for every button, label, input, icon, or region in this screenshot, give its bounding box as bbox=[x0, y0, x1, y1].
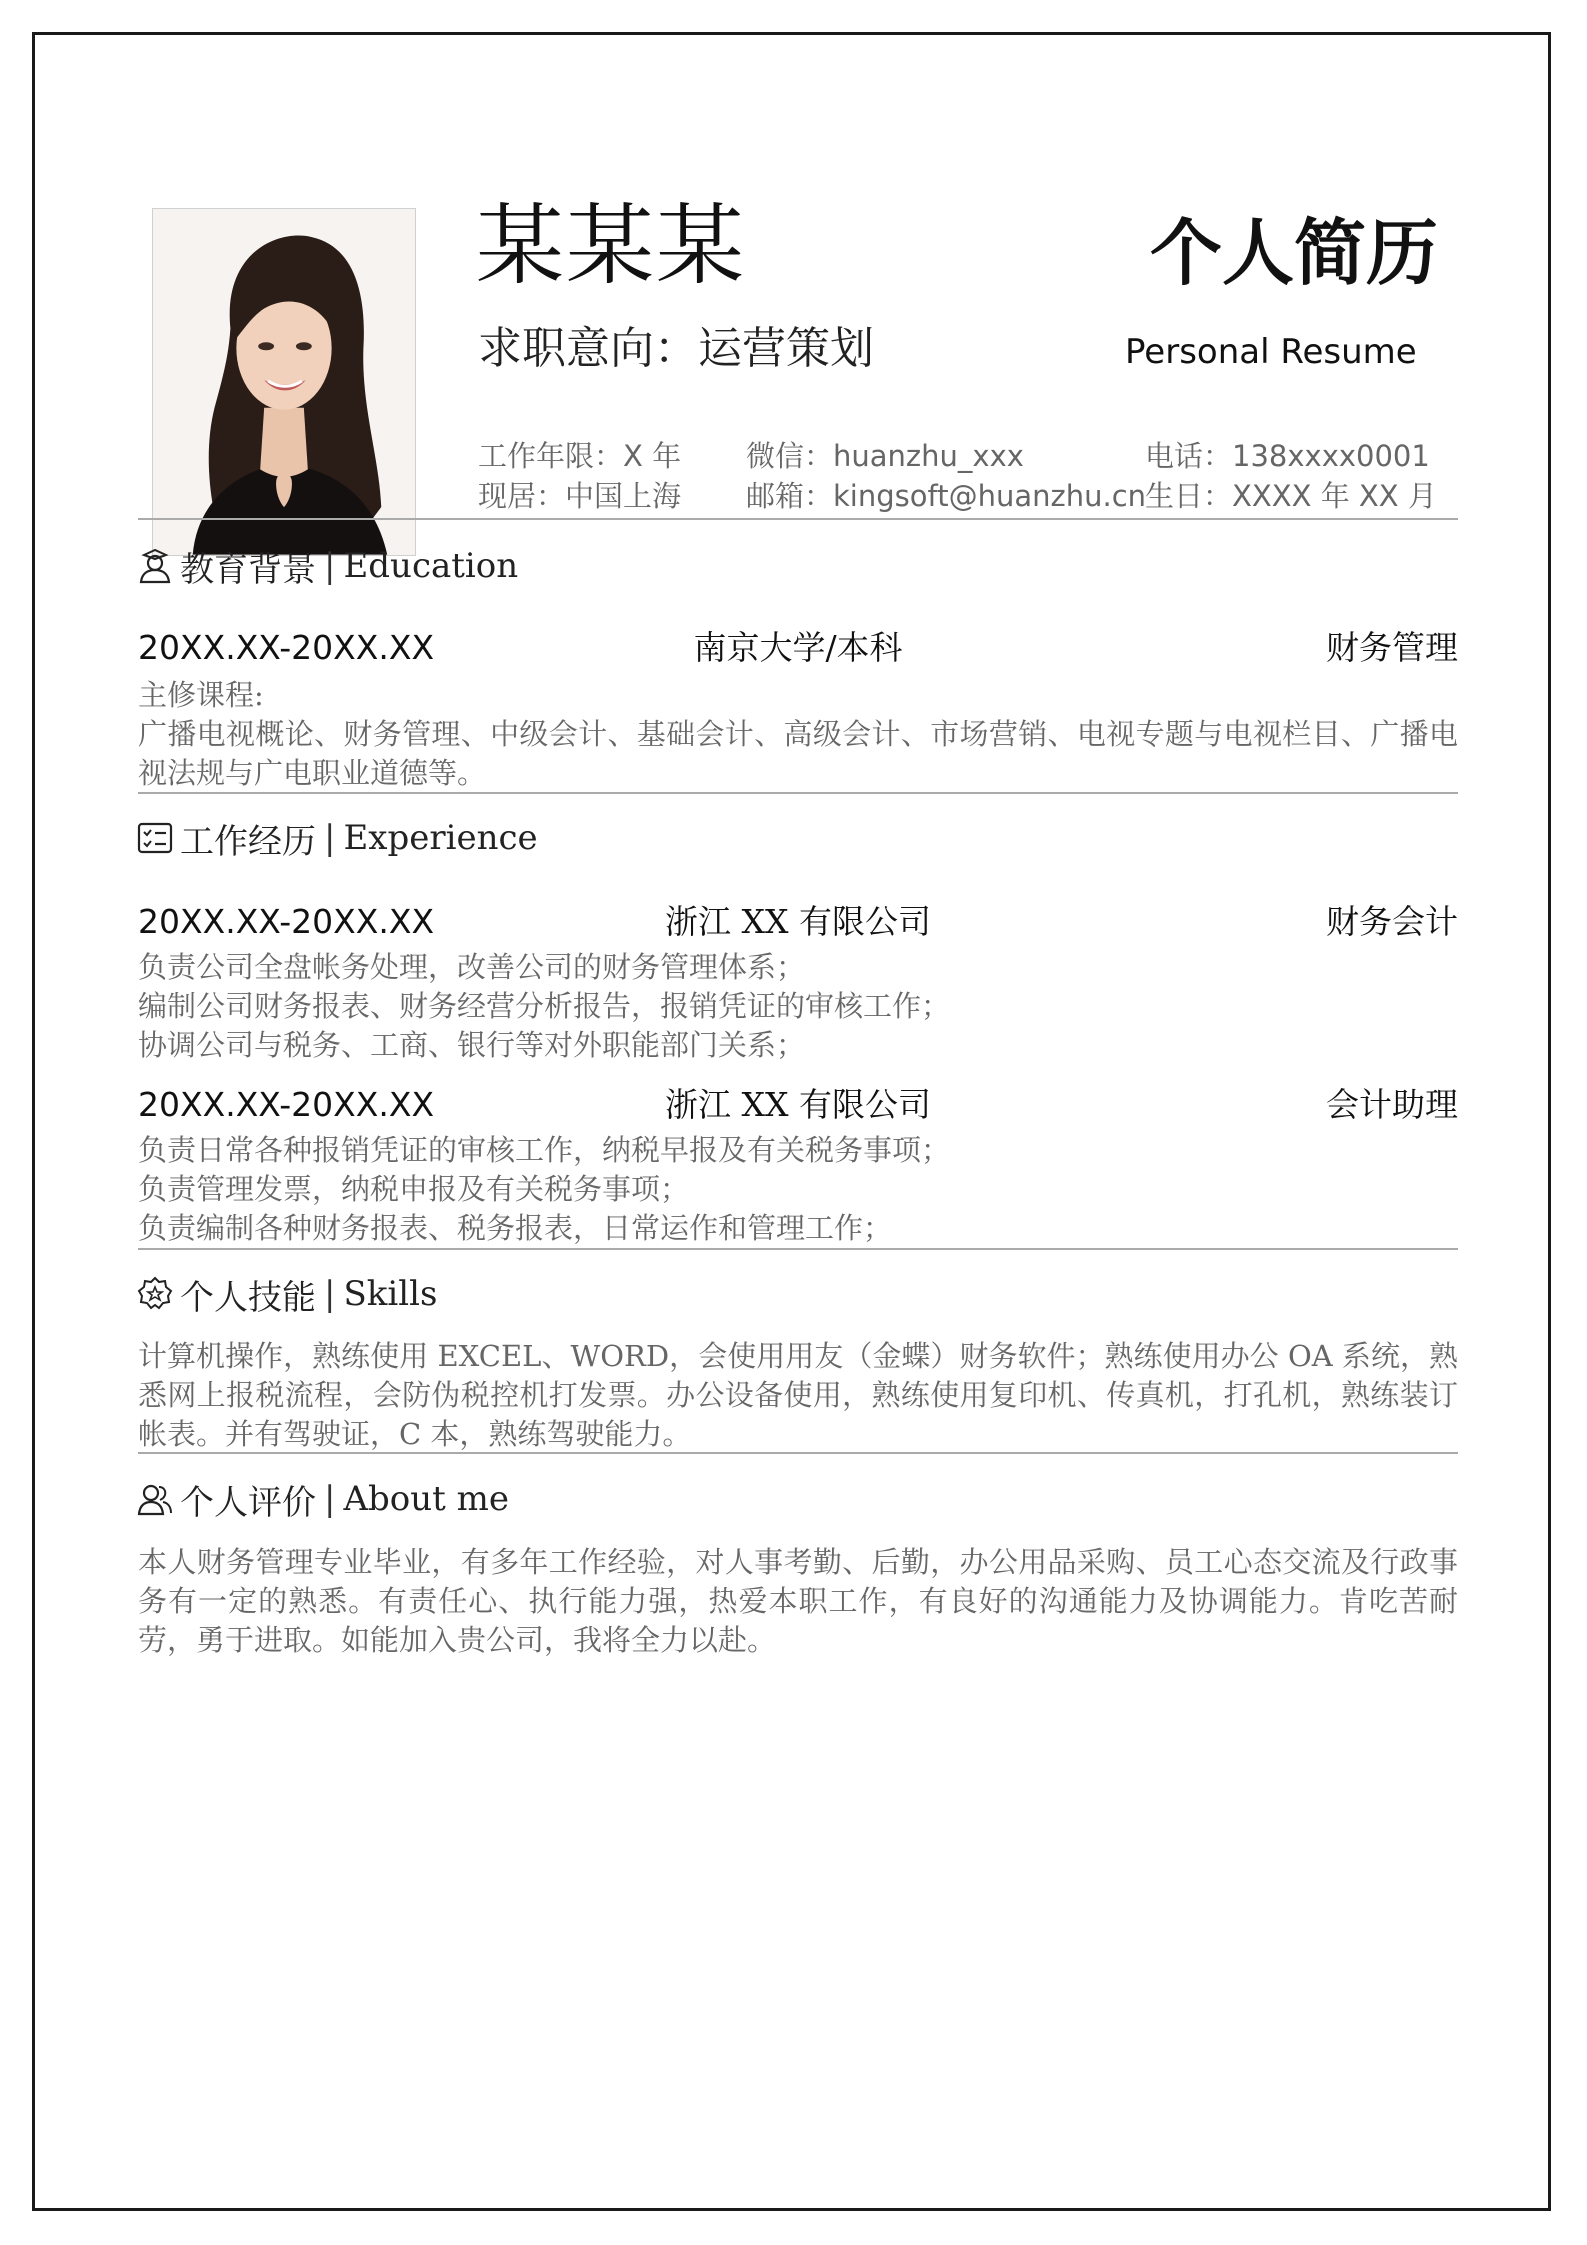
job-intent-label: 求职意向： bbox=[478, 323, 698, 374]
job-intent-value: 运营策划 bbox=[698, 323, 874, 374]
resume-title-en: Personal Resume bbox=[1125, 332, 1417, 372]
info-label: 工作年限： bbox=[478, 439, 624, 473]
divider bbox=[138, 792, 1458, 794]
info-work-years bbox=[478, 438, 681, 474]
section-title-en: Education bbox=[343, 546, 519, 586]
job-position: 财务会计 bbox=[1326, 902, 1458, 941]
info-label: 邮箱： bbox=[746, 479, 834, 513]
duty-line: 编制公司财务报表、财务经营分析报告，报销凭证的审核工作； bbox=[138, 989, 951, 1023]
section-heading-skills bbox=[136, 1270, 437, 1318]
info-value: huanzhu_xxx bbox=[833, 439, 1024, 473]
job-company: 浙江 XX 有限公司 bbox=[665, 1085, 931, 1124]
info-value: XXXX 年 XX 月 bbox=[1232, 479, 1437, 513]
duty-line: 负责日常各种报销凭证的审核工作，纳税早报及有关税务事项； bbox=[138, 1133, 951, 1167]
section-heading-about bbox=[136, 1475, 509, 1523]
info-residence bbox=[478, 478, 681, 514]
info-label: 电话： bbox=[1145, 439, 1233, 473]
duty-line: 协调公司与税务、工商、银行等对外职能部门关系； bbox=[138, 1028, 806, 1062]
job-date: 20XX.XX-20XX.XX bbox=[138, 902, 435, 941]
info-birthday bbox=[1145, 478, 1437, 514]
job-date: 20XX.XX-20XX.XX bbox=[138, 1085, 435, 1124]
duty-line: 负责管理发票，纳税申报及有关税务事项； bbox=[138, 1172, 690, 1206]
courses-text: 广播电视概论、财务管理、中级会计、基础会计、高级会计、市场营销、电视专题与电视栏目、广播电视法规与广电职业道德等。 bbox=[138, 717, 1458, 790]
section-separator: | bbox=[324, 546, 336, 586]
portrait-illustration bbox=[153, 209, 415, 555]
about-text: 本人财务管理专业毕业，有多年工作经验，对人事考勤、后勤，办公用品采购、员工心态交流及行政事务有一定的熟悉。有责任心、执行能力强，热爱本职工作，有良好的沟通能力及协调能力。肯吃苦耐劳，勇于进取。如能加入贵公司，我将全力以赴。 bbox=[138, 1545, 1458, 1657]
section-title-en: Skills bbox=[343, 1274, 438, 1314]
section-separator: | bbox=[324, 1479, 336, 1519]
job-company: 浙江 XX 有限公司 bbox=[665, 902, 931, 941]
info-label: 现居： bbox=[478, 479, 566, 513]
candidate-name: 某某某 bbox=[476, 194, 747, 297]
section-title-en: Experience bbox=[343, 818, 538, 858]
duty-line: 负责编制各种财务报表、税务报表，日常运作和管理工作； bbox=[138, 1211, 893, 1245]
education-row bbox=[138, 628, 1458, 668]
skills-text: 计算机操作，熟练使用 EXCEL、WORD，会使用用友（金蝶）财务软件；熟练使用办公 OA 系统，熟悉网上报税流程，会防伪税控机打发票。办公设备使用，熟练使用复印机、传真机，打孔机，熟练装订帐表。并有驾驶证，C 本，熟练驾驶能力。 bbox=[138, 1339, 1458, 1451]
job-position: 会计助理 bbox=[1326, 1085, 1458, 1124]
job-row bbox=[138, 1085, 1458, 1125]
section-heading-education bbox=[136, 542, 518, 590]
info-label: 微信： bbox=[746, 439, 834, 473]
courses-label: 主修课程: bbox=[138, 678, 264, 712]
section-title-en: About me bbox=[343, 1479, 509, 1519]
info-label: 生日： bbox=[1145, 479, 1233, 513]
section-title-cn: 个人评价 bbox=[180, 1482, 316, 1523]
job-intent bbox=[478, 322, 874, 376]
divider bbox=[138, 518, 1458, 520]
section-separator: | bbox=[324, 1274, 336, 1314]
graduate-icon bbox=[136, 547, 174, 585]
info-value: kingsoft@huanzhu.cn bbox=[833, 479, 1147, 513]
duty-line: 负责公司全盘帐务处理，改善公司的财务管理体系； bbox=[138, 950, 806, 984]
education-major: 财务管理 bbox=[1326, 628, 1458, 667]
education-courses bbox=[138, 676, 1458, 793]
divider bbox=[138, 1248, 1458, 1250]
profile-photo bbox=[152, 208, 416, 556]
section-title-cn: 教育背景 bbox=[180, 549, 316, 590]
section-title-cn: 个人技能 bbox=[180, 1277, 316, 1318]
job-row bbox=[138, 902, 1458, 942]
section-separator: | bbox=[324, 818, 336, 858]
info-wechat bbox=[746, 438, 1024, 474]
info-value: X 年 bbox=[623, 439, 682, 473]
info-value: 138xxxx0001 bbox=[1232, 439, 1430, 473]
job-duties bbox=[138, 948, 1458, 1065]
section-heading-experience bbox=[136, 814, 538, 862]
info-phone bbox=[1145, 438, 1430, 474]
info-email bbox=[746, 478, 1146, 514]
education-date: 20XX.XX-20XX.XX bbox=[138, 628, 435, 667]
award-badge-icon bbox=[136, 1275, 174, 1313]
section-title-cn: 工作经历 bbox=[180, 821, 316, 862]
education-school: 南京大学/本科 bbox=[693, 628, 903, 667]
info-value: 中国上海 bbox=[565, 479, 682, 513]
job-duties bbox=[138, 1131, 1458, 1248]
people-icon bbox=[136, 1480, 174, 1518]
resume-title-cn: 个人简历 bbox=[1150, 211, 1439, 295]
checklist-icon bbox=[136, 819, 174, 857]
divider bbox=[138, 1452, 1458, 1454]
